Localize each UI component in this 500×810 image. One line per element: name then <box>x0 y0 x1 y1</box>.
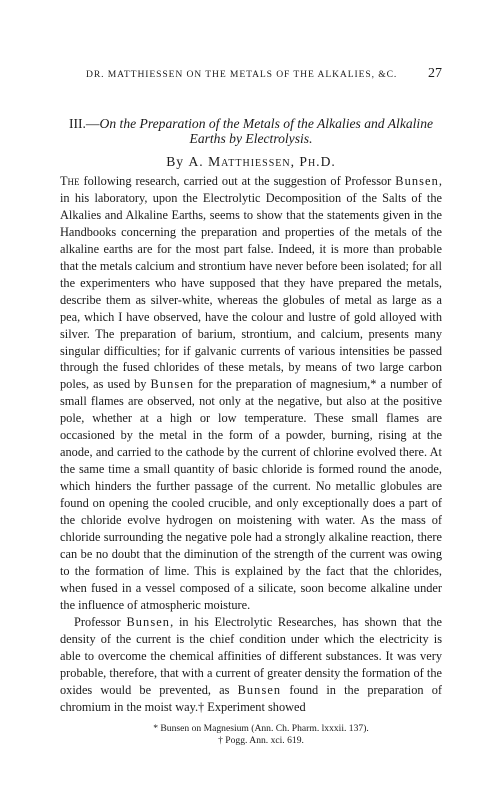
article-number: III.— <box>68 116 100 131</box>
running-head-title: DR. MATTHIESSEN ON THE METALS OF THE ALKALIES, &C. <box>86 69 398 80</box>
article-title-text: On the Preparation of the Metals of the Alkalies and Alkaline Earths by Electrolysis. <box>99 116 434 146</box>
paragraph-lead-word: The <box>60 174 80 188</box>
body-text <box>60 173 442 716</box>
person-name: Bunsen <box>395 174 439 188</box>
person-name: Bunsen <box>126 614 171 629</box>
paragraph-2 <box>60 614 442 716</box>
article-title <box>60 116 442 146</box>
paragraph-2-part-2: found in the preparation of chromium in the moist way.† Experiment showed <box>60 682 442 714</box>
paragraph-1-part-3: for the preparation of magnesium,* a number of small flames are observed, not only at the negative, but also at the positive pole, whether at a high or low temperature. These small flames are occasioned by the metal in the form of a powder, burning, rising at the anode, and carried to the cathode by the current of chlorine evolved there. At the same time a small quantity of basic chloride is formed round the anode, which hinders the further passage of the current. No metallic globules are found on opening the cooled crucible, and only exceptionally does a part of the chloride evolve hydrogen on moistening with water. As the mass of chloride surrounding the negative pole had a strongly alkaline reaction, there can be no doubt that the diminution of the strength of the current was owing to the formation of lime. This is explained by the fact that the chlorides, when fused in a vessel composed of a silicate, soon become alkaline under the influence of atmospheric moisture. <box>60 377 442 612</box>
paragraph-1-part-2: , in his laboratory, upon the Electrolytic Decomposition of the Salts of the Alkalies and Alkaline Earths, seems to show that the statements given in the Handbooks concerning the preparation and properties of the metals of the alkaline earths are for the most part false. Indeed, it is more than probable that the metals calcium and strontium have never before been isolated; for all the experimenters who have supposed that they have prepared the metals, describe them as silver-white, whereas the globules of metal as large as a pea, which I have observed, have the colour and lustre of gold alloyed with silver. The preparation of barium, strontium, and calcium, presents many singular difficulties; for if galvanic currents of various intensities be passed through the fused chlorides of these metals, by means of two large carbon poles, as used by <box>60 174 442 392</box>
paragraph-1 <box>60 173 442 614</box>
author-name: A. Matthiessen, Ph.D. <box>188 154 336 169</box>
person-name: Bunsen <box>237 682 282 697</box>
footnotes <box>60 723 442 747</box>
paragraph-2-part-1: , in his Electrolytic Researches, has shown that the density of the current is the chief condition under which the electricity is able to overcome the chemical affinities of different substances. It was very probable, therefore, that with a current of greater density the formation of the oxides would be prevented, as <box>60 614 442 697</box>
paragraph-1-part-1: following research, carried out at the suggestion of Professor <box>79 174 396 188</box>
footnote-2: † Pogg. Ann. xci. 619. <box>218 734 304 746</box>
person-name: Bunsen <box>150 377 195 392</box>
author-prefix: By <box>166 154 189 169</box>
paragraph-2-lead: Professor <box>74 614 127 629</box>
footnote-1: * Bunsen on Magnesium (Ann. Ch. Pharm. lxxxii. 137). <box>153 722 369 734</box>
running-head <box>86 66 442 82</box>
page <box>60 66 442 747</box>
author-line <box>60 154 442 170</box>
page-number: 27 <box>428 66 442 81</box>
